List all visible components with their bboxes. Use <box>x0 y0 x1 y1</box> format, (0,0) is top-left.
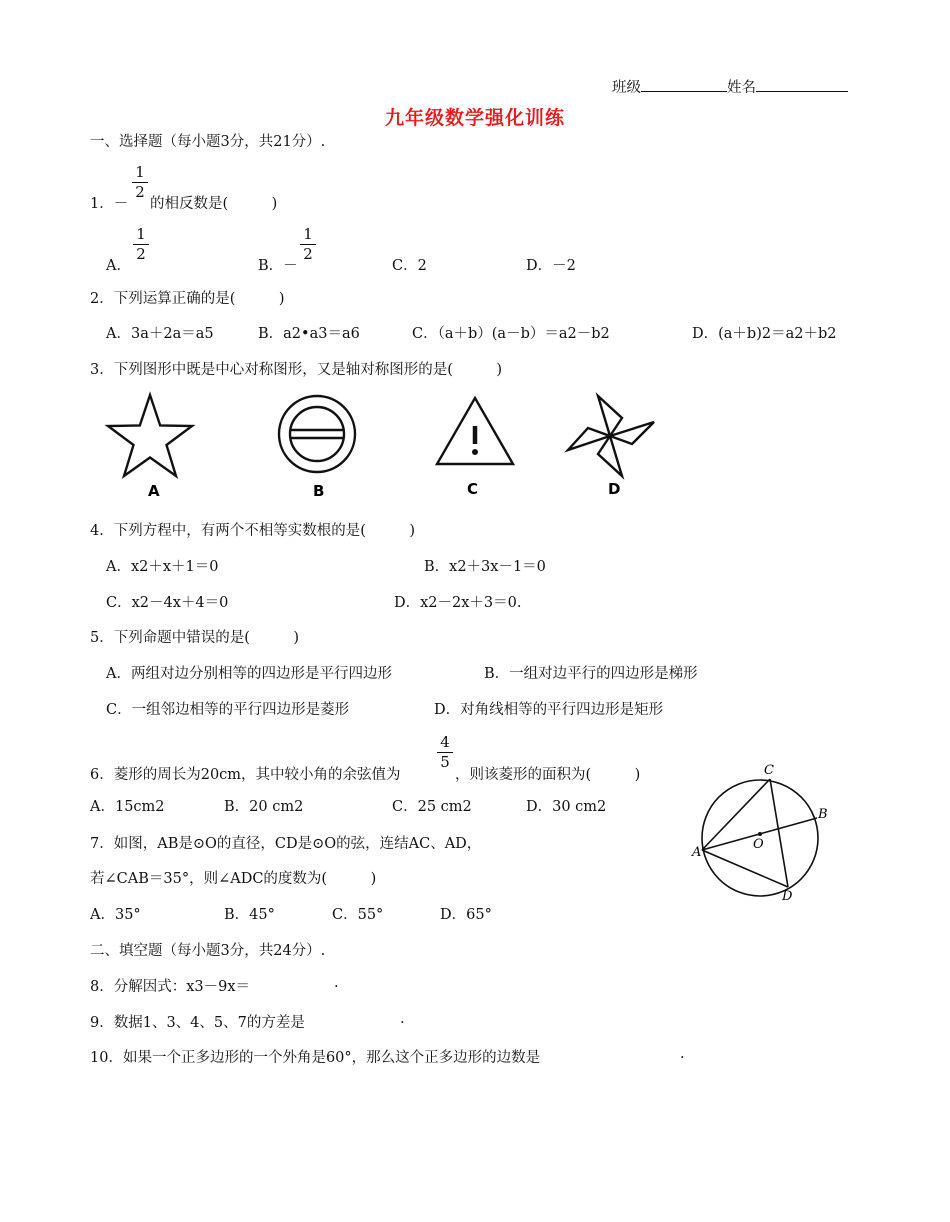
class-label: 班级 <box>612 80 641 96</box>
point-a-label: A <box>692 845 702 860</box>
q2-option-a: A．3a＋2a＝a5 <box>106 326 214 342</box>
q7-option-d: D．65° <box>440 907 492 923</box>
q1-b-num: 1 <box>303 225 313 243</box>
page-title: 九年级数学强化训练 <box>384 107 565 129</box>
q10-text: 10．如果一个正多边形的一个外角是60°，那么这个正多边形的边数是 <box>90 1050 541 1066</box>
figure-label-a: A <box>148 482 160 500</box>
figure-label-d: D <box>608 480 621 498</box>
q2-option-b: B．a2•a3＝a6 <box>258 326 360 342</box>
q5-option-b: B．一组对边平行的四边形是梯形 <box>484 666 698 682</box>
q9-text: 9．数据1、3、4、5、7的方差是 <box>90 1015 305 1031</box>
circle-bar-figure <box>270 392 370 502</box>
q5-option-c: C．一组邻边相等的平行四边形是菱形 <box>106 702 350 718</box>
q6-option-c: C．25 cm2 <box>392 799 472 815</box>
q6-option-b: B．20 cm2 <box>224 799 304 815</box>
pinwheel-figure <box>560 388 670 500</box>
q1-b-den: 2 <box>303 245 313 263</box>
q1-option-c: C．2 <box>392 258 427 274</box>
q1-frac-den: 2 <box>135 183 145 201</box>
q1-fraction <box>132 164 148 201</box>
q5-stem: 5．下列命题中错误的是( ) <box>90 630 300 646</box>
star-figure <box>100 388 200 500</box>
q1-frac-num: 1 <box>135 163 145 181</box>
q6-fraction <box>437 734 453 771</box>
q2-option-d: D．(a＋b)2＝a2＋b2 <box>692 326 837 342</box>
q1-a-num: 1 <box>136 225 146 243</box>
q4-option-d: D．x2－2x＋3＝0. <box>394 595 522 611</box>
q1-a-den: 2 <box>136 245 146 263</box>
q6-stem-post: ，则该菱形的面积为( ) <box>455 767 641 783</box>
q7-option-c: C．55° <box>332 907 384 923</box>
point-o-label: O <box>753 837 764 852</box>
point-b-label: B <box>818 807 828 822</box>
name-blank <box>756 79 848 92</box>
q2-option-c: C．（a＋b）(a－b）＝a2－b2 <box>412 326 610 342</box>
q4-option-c: C．x2－4x＋4＝0 <box>106 595 229 611</box>
q4-option-a: A．x2＋x＋1＝0 <box>106 559 219 575</box>
q6-frac-num: 4 <box>440 733 450 751</box>
q5-option-d: D．对角线相等的平行四边形是矩形 <box>434 702 664 718</box>
point-c-label: C <box>764 763 774 778</box>
section-fill-heading: 二、填空题（每小题3分，共24分）. <box>90 943 326 959</box>
q5-option-a: A．两组对边分别相等的四边形是平行四边形 <box>106 666 392 682</box>
q1-option-b-fraction <box>300 226 316 263</box>
figure-label-b: B <box>313 482 325 500</box>
name-label: 姓名 <box>727 80 756 96</box>
circle-geometry-figure <box>690 762 830 908</box>
q2-stem: 2．下列运算正确的是( ) <box>90 291 285 307</box>
q4-option-b: B．x2＋3x－1＝0 <box>424 559 546 575</box>
q7-option-b: B．45° <box>224 907 275 923</box>
q8-text: 8．分解因式：x3－9x＝ <box>90 979 251 995</box>
q1-option-a-label: A． <box>106 258 131 274</box>
student-info-header <box>612 76 848 97</box>
q7-option-a: A．35° <box>90 907 141 923</box>
q6-option-a: A．15cm2 <box>90 799 165 815</box>
figure-label-c: C <box>467 480 479 498</box>
point-d-label: D <box>782 889 793 904</box>
q9-end: . <box>400 1011 405 1027</box>
q1-option-b-label: B．－ <box>258 258 298 274</box>
q1-option-d: D．－2 <box>526 258 576 274</box>
q1-option-a-fraction <box>133 226 149 263</box>
q6-stem-pre: 6．菱形的周长为20cm，其中较小角的余弦值为 <box>90 767 401 783</box>
section-choice-heading: 一、选择题（每小题3分，共21分）. <box>90 134 326 150</box>
q7-line1: 7．如图，AB是⊙O的直径，CD是⊙O的弦，连结AC、AD， <box>90 836 482 852</box>
warning-triangle-figure <box>430 392 530 502</box>
q1-prefix: 1．－ <box>90 196 129 212</box>
class-blank <box>641 79 727 92</box>
q1-suffix: 的相反数是( ) <box>150 196 278 212</box>
q6-frac-den: 5 <box>440 753 450 771</box>
q6-option-d: D．30 cm2 <box>526 799 607 815</box>
q10-end: . <box>680 1046 685 1062</box>
q7-line2: 若∠CAB＝35°，则∠ADC的度数为( ) <box>90 871 377 887</box>
q4-stem: 4．下列方程中，有两个不相等实数根的是( ) <box>90 523 416 539</box>
q8-end: . <box>334 975 339 991</box>
q3-stem: 3．下列图形中既是中心对称图形，又是轴对称图形的是( ) <box>90 362 503 378</box>
